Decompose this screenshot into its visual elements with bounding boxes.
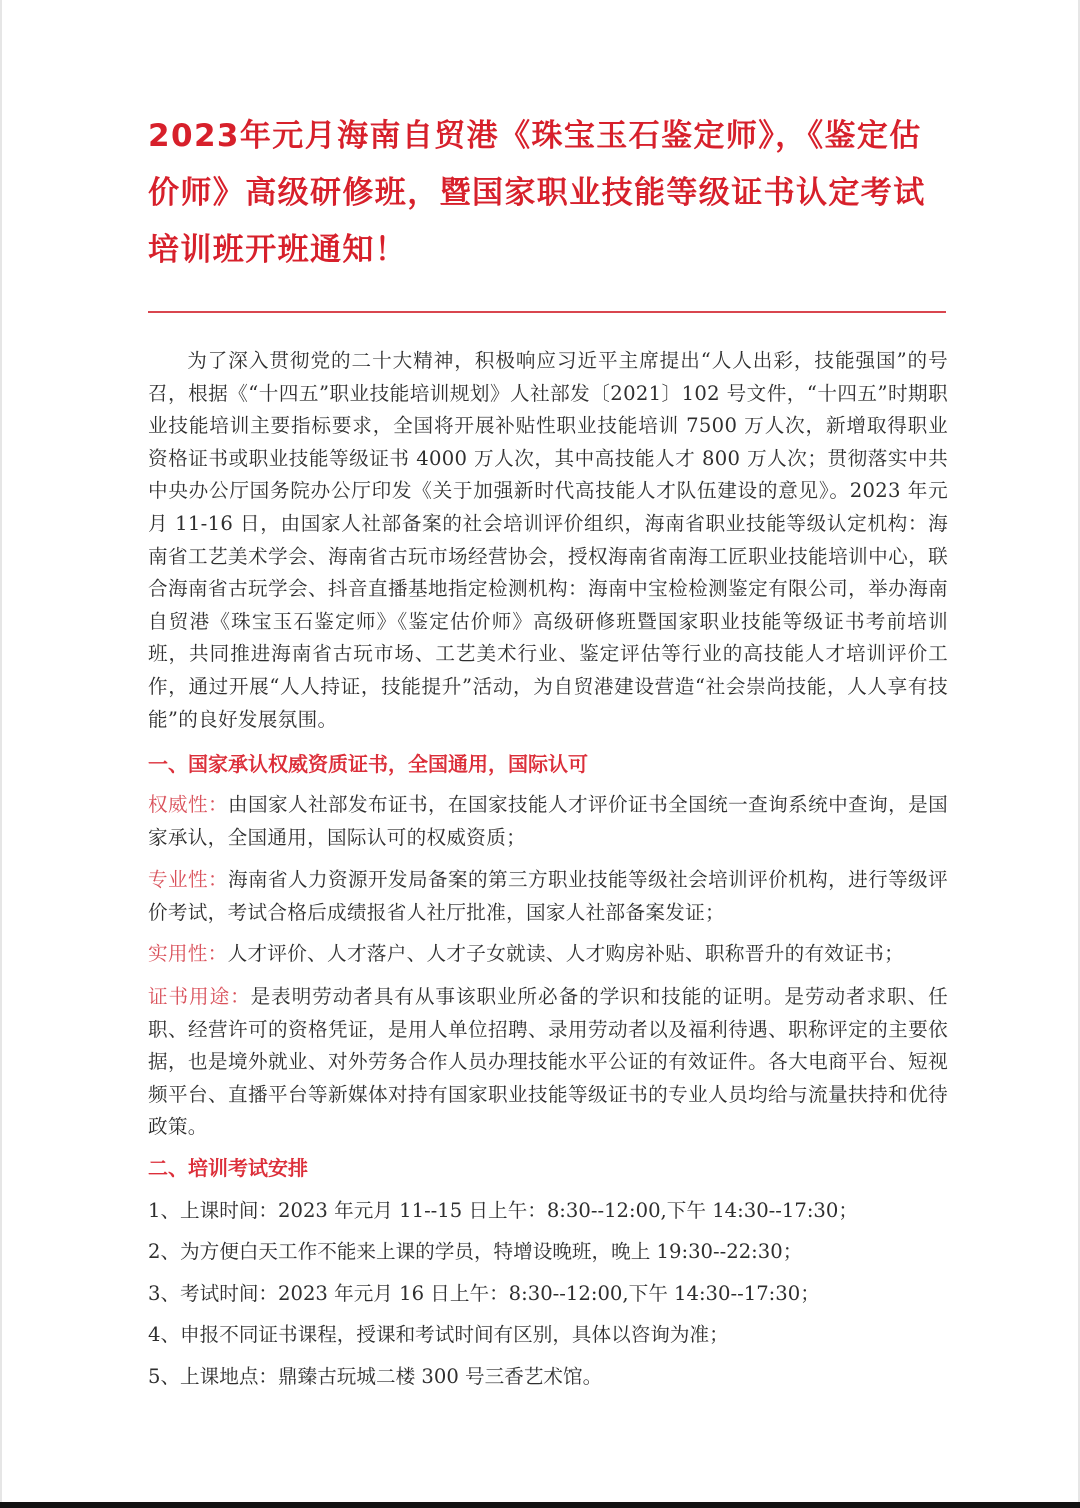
section-1-heading: 一、国家承认权威资质证书，全国通用，国际认可 xyxy=(148,752,588,776)
professional-label: 专业性： xyxy=(148,868,229,891)
certificate-use-label: 证书用途： xyxy=(148,985,251,1008)
section-2-heading: 二、培训考试安排 xyxy=(148,1156,308,1180)
bottom-edge xyxy=(0,1502,1080,1508)
title-divider xyxy=(148,311,946,313)
professional-text: 海南省人力资源开发局备案的第三方职业技能等级社会培训评价机构，进行等级评价考试，考试合格后成绩报省人社厅批准，国家人社部备案发证； xyxy=(148,868,948,924)
intro-paragraph: 为了深入贯彻党的二十大精神，积极响应习近平主席提出“人人出彩，技能强国”的号召，根据《“十四五”职业技能培训规划》人社部发〔2021〕102 号文件，“十四五”时期职业技能培训主要指标要求，全国将开展补贴性职业技能培训 7500 万人次，新增取得职业资格证书或职业技能等级证书 4000 万人次，其中高技能人才 800 万人次；贯彻落实中共中央办公厅国务院办公厅印发《关于加强新时代高技能人才队伍建设的意见》。2023 年元月 11-16 日，由国家人社部备案的社会培训评价组织，海南省职业技能等级认定机构：海南省工艺美术学会、海南省古玩市场经营协会，授权海南省南海工匠职业技能培训中心，联合海南省古玩学会、抖音直播基地指定检测机构：海南中宝检检测鉴定有限公司，举办海南自贸港《珠宝玉石鉴定师》《鉴定估价师》高级研修班暨国家职业技能等级证书考前培训班，共同推进海南省古玩市场、工艺美术行业、鉴定评估等行业的高技能人才培训评价工作，通过开展“人人持证，技能提升”活动，为自贸港建设营造“社会崇尚技能，人人享有技能”的良好发展氛围。 xyxy=(148,349,948,731)
authority-item xyxy=(148,789,948,854)
certificate-use-item xyxy=(148,981,948,1144)
professional-item xyxy=(148,864,948,929)
schedule-item-3: 3、考试时间：2023 年元月 16 日上午：8:30--12:00,下午 14:30--17:30； xyxy=(148,1282,820,1305)
schedule-item-1: 1、上课时间：2023 年元月 11--15 日上午：8:30--12:00,下午 14:30--17:30； xyxy=(148,1199,858,1222)
practical-item xyxy=(148,938,948,971)
practical-text: 人才评价、人才落户、人才子女就读、人才购房补贴、职称晋升的有效证书； xyxy=(227,942,904,965)
schedule-item-2: 2、为方便白天工作不能来上课的学员，特增设晚班，晚上 19:30--22:30； xyxy=(148,1240,803,1263)
document-title: 2023年元月海南自贸港《珠宝玉石鉴定师》，《鉴定估价师》高级研修班，暨国家职业技能等级证书认定考试培训班开班通知！ xyxy=(148,118,926,268)
practical-label: 实用性： xyxy=(148,942,228,965)
schedule-item-5: 5、上课地点：鼎臻古玩城二楼 300 号三香艺术馆。 xyxy=(148,1365,603,1388)
authority-text: 由国家人社部发布证书，在国家技能人才评价证书全国统一查询系统中查询，是国家承认，全国通用，国际认可的权威资质； xyxy=(148,793,948,849)
authority-label: 权威性： xyxy=(148,793,229,816)
certificate-use-text: 是表明劳动者具有从事该职业所必备的学识和技能的证明。是劳动者求职、任职、经营许可的资格凭证，是用人单位招聘、录用劳动者以及福利待遇、职称评定的主要依据，也是境外就业、对外劳务合作人员办理技能水平公证的有效证件。各大电商平台、短视频平台、直播平台等新媒体对持有国家职业技能等级证书的专业人员均给与流量扶持和优待政策。 xyxy=(148,985,949,1139)
schedule-item-4: 4、申报不同证书课程，授课和考试时间有区别，具体以咨询为准； xyxy=(148,1323,729,1346)
